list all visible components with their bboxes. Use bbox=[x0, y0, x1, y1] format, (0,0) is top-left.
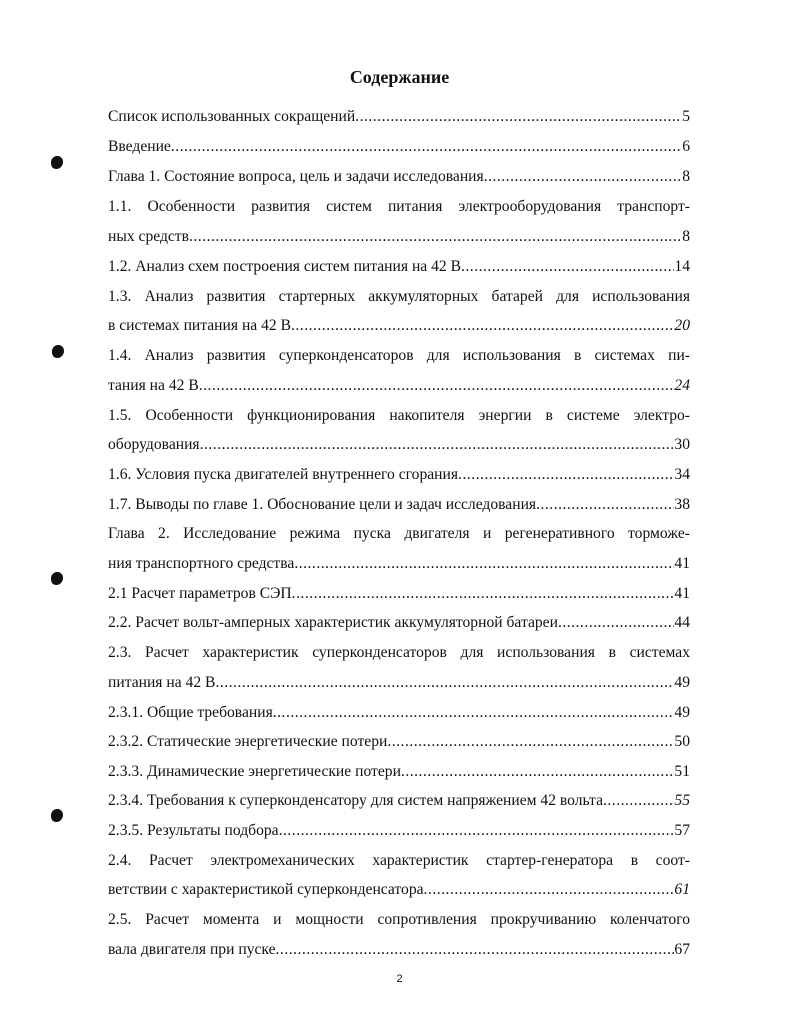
toc-entry bbox=[108, 226, 690, 248]
toc-entry bbox=[108, 612, 690, 634]
toc-entry bbox=[108, 702, 690, 724]
toc-entry-page: 5 bbox=[682, 108, 690, 125]
toc-leader-dots bbox=[273, 702, 675, 724]
toc-entry bbox=[108, 820, 690, 842]
toc-leader-dots bbox=[401, 761, 674, 783]
toc-leader-dots bbox=[484, 166, 683, 188]
toc-entry-text: Список использованных сокращений bbox=[108, 108, 356, 125]
toc-entry-page: 67 bbox=[674, 941, 690, 958]
toc-entry-page: 20 bbox=[674, 317, 690, 334]
binder-hole-mark bbox=[52, 345, 64, 358]
toc-entry bbox=[108, 434, 690, 456]
toc-entry-page: 38 bbox=[674, 496, 690, 513]
toc-entry-page: 6 bbox=[682, 138, 690, 155]
toc-entry-page: 49 bbox=[674, 704, 690, 721]
toc-leader-dots bbox=[171, 136, 682, 158]
toc-entry-page: 49 bbox=[674, 674, 690, 691]
toc-entry-page: 8 bbox=[682, 168, 690, 185]
toc-entry-text: 1.7. Выводы по главе 1. Обоснование цели и задач исследования bbox=[108, 496, 537, 513]
toc-entry-text: 2.3.5. Результаты подбора bbox=[108, 822, 279, 839]
toc-entry bbox=[108, 672, 690, 694]
toc-entry-page: 30 bbox=[674, 436, 690, 453]
toc-entry-line1: 2.4. Расчет электромеханических характеристик стартер-генератора в соот- bbox=[108, 852, 690, 869]
toc-leader-dots bbox=[279, 820, 675, 842]
toc-entry-line1: 1.3. Анализ развития стартерных аккумуляторных батарей для использования bbox=[108, 288, 690, 305]
binder-hole-mark bbox=[51, 572, 63, 585]
toc-leader-dots bbox=[424, 879, 675, 901]
toc-leader-dots bbox=[200, 434, 675, 456]
toc-entry bbox=[108, 790, 690, 812]
toc-leader-dots bbox=[603, 790, 674, 812]
toc-leader-dots bbox=[276, 939, 675, 961]
toc-entry-text: тания на 42 В bbox=[108, 377, 199, 394]
toc-leader-dots bbox=[558, 612, 674, 634]
toc-entry-page: 51 bbox=[674, 763, 690, 780]
toc-entry-page: 41 bbox=[674, 555, 690, 572]
toc-entry-page: 61 bbox=[674, 881, 690, 898]
toc-leader-dots bbox=[536, 494, 674, 516]
toc-entry bbox=[108, 761, 690, 783]
toc-entry-page: 8 bbox=[682, 228, 690, 245]
binder-hole-mark bbox=[51, 156, 63, 169]
toc-leader-dots bbox=[355, 106, 682, 128]
toc-entry bbox=[108, 494, 690, 516]
toc-entry bbox=[108, 583, 690, 605]
toc-leader-dots bbox=[458, 464, 674, 486]
toc-entry-text: 2.3.4. Требования к суперконденсатору для систем напряжением 42 вольта bbox=[108, 792, 603, 809]
toc-entry-text: ния транспортного средства bbox=[108, 555, 295, 572]
toc-entry bbox=[108, 731, 690, 753]
toc-entry-text: 2.3.2. Статические энергетические потери bbox=[108, 733, 388, 750]
toc-entry-line1: 2.5. Расчет момента и мощности сопротивления прокручиванию коленчатого bbox=[108, 911, 690, 928]
toc-entry-page: 55 bbox=[674, 792, 690, 809]
toc-leader-dots bbox=[387, 731, 674, 753]
toc-entry-text: 1.2. Анализ схем построения систем питания на 42 В bbox=[108, 258, 461, 275]
toc-entry bbox=[108, 553, 690, 575]
toc-entry bbox=[108, 315, 690, 337]
toc-leader-dots bbox=[291, 315, 674, 337]
toc-entry-page: 41 bbox=[674, 585, 690, 602]
toc-entry-text: Введение bbox=[108, 138, 171, 155]
toc-entry-page: 34 bbox=[674, 466, 690, 483]
toc-entry-text: 2.3.1. Общие требования bbox=[108, 704, 273, 721]
toc-entry-text: ных средств bbox=[108, 228, 189, 245]
toc-entry bbox=[108, 256, 690, 278]
toc-entry-page: 44 bbox=[674, 614, 690, 631]
toc-entry bbox=[108, 879, 690, 901]
toc-entry-text: ветствии с характеристикой суперконденсатора bbox=[108, 881, 424, 898]
toc-entry-line1: 2.3. Расчет характеристик суперконденсаторов для использования в системах bbox=[108, 644, 690, 661]
toc-leader-dots bbox=[199, 375, 675, 397]
toc-entry-text: вала двигателя при пуске bbox=[108, 941, 276, 958]
toc-leader-dots bbox=[294, 553, 674, 575]
toc-leader-dots bbox=[189, 226, 682, 248]
toc-entry bbox=[108, 939, 690, 961]
toc-entry-text: 2.3.3. Динамические энергетические потери bbox=[108, 763, 401, 780]
toc-entry-text: 2.2. Расчет вольт-амперных характеристик аккумуляторной батареи bbox=[108, 614, 558, 631]
toc-entry-text: 1.6. Условия пуска двигателей внутреннего сгорания bbox=[108, 466, 459, 483]
toc-leader-dots bbox=[461, 256, 674, 278]
page-number: 2 bbox=[396, 973, 403, 985]
toc-entry-text: в системах питания на 42 В bbox=[108, 317, 291, 334]
binder-hole-mark bbox=[51, 809, 63, 822]
toc-entry bbox=[108, 106, 690, 128]
toc-entry-line1: Глава 2. Исследование режима пуска двигателя и регенеративного торможе- bbox=[108, 525, 690, 542]
toc-entry-line1: 1.1. Особенности развития систем питания электрооборудования транспорт- bbox=[108, 198, 690, 215]
toc-leader-dots bbox=[292, 583, 675, 605]
toc-entry-page: 57 bbox=[674, 822, 690, 839]
toc-entry-text: Глава 1. Состояние вопроса, цель и задачи исследования bbox=[108, 168, 484, 185]
toc-entry-text: 2.1 Расчет параметров СЭП bbox=[108, 585, 292, 602]
toc-entry bbox=[108, 166, 690, 188]
page-title: Содержание bbox=[349, 67, 450, 87]
toc-entry bbox=[108, 136, 690, 158]
toc-entry bbox=[108, 464, 690, 486]
toc-entry-line1: 1.4. Анализ развития суперконденсаторов для использования в системах пи- bbox=[108, 347, 690, 364]
toc-entry-page: 14 bbox=[674, 258, 690, 275]
toc-entry bbox=[108, 375, 690, 397]
toc-entry-text: оборудования bbox=[108, 436, 200, 453]
toc-leader-dots bbox=[215, 672, 674, 694]
toc-entry-page: 24 bbox=[674, 377, 690, 394]
toc-entry-page: 50 bbox=[674, 733, 690, 750]
toc-entry-line1: 1.5. Особенности функционирования накопителя энергии в системе электро- bbox=[108, 407, 690, 424]
toc-entry-text: питания на 42 В bbox=[108, 674, 216, 691]
